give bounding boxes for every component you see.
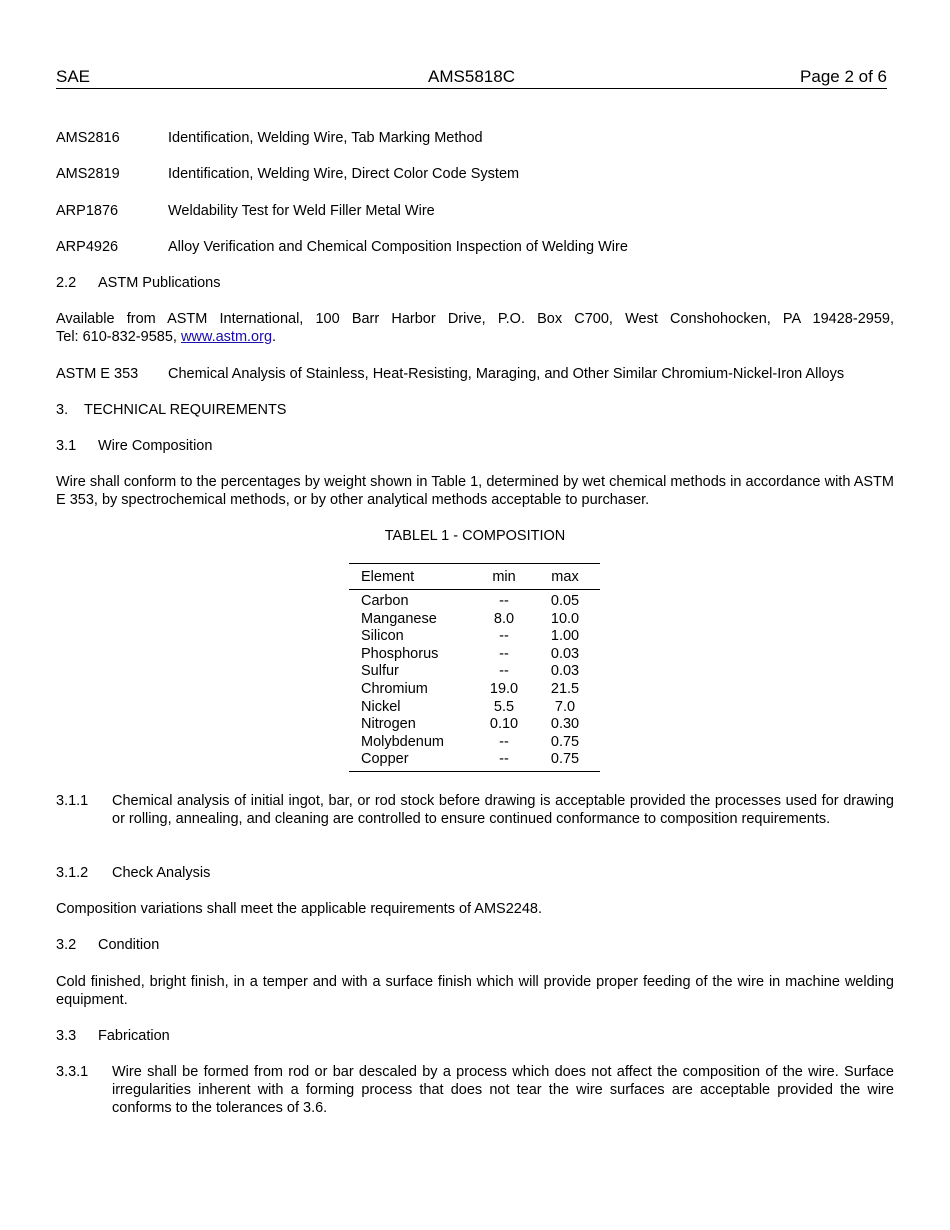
cell-min: -- xyxy=(499,593,509,609)
section-number: 3. xyxy=(56,402,69,418)
reference-code: ARP1876 xyxy=(56,203,119,219)
cell-element: Molybdenum xyxy=(361,733,445,750)
header-page-number: Page 2 of 6 xyxy=(800,67,887,86)
astm-address-line: Available from ASTM International, 100 Barr Harbor Drive, P.O. Box C700, West Conshohocken, PA 19428-2959, xyxy=(56,311,894,327)
section-number: 2.2 xyxy=(56,275,77,291)
cell-element: Copper xyxy=(361,751,409,768)
cell-element: Sulfur xyxy=(361,663,399,680)
cell-min: -- xyxy=(499,663,509,680)
cell-element: Silicon xyxy=(361,628,404,645)
cell-min: 0.10 xyxy=(489,716,519,733)
table-row xyxy=(349,734,600,752)
cell-min: -- xyxy=(499,628,509,645)
section-title: ASTM Publications xyxy=(98,275,221,291)
reference-title: Identification, Welding Wire, Direct Color Code System xyxy=(168,166,520,182)
table-row xyxy=(349,751,600,769)
section-body: Wire shall be formed from rod or bar descaled by a process which does not affect the composition of the wire. Surface irregularities inherent with a forming process that does not tear the wire surfaces are acceptable provided the wire conforms to the tolerances of 3.6. xyxy=(112,1064,894,1116)
cell-max: 10.0 xyxy=(550,610,580,627)
cell-element: Chromium xyxy=(361,680,428,697)
section-number: 3.3.1 xyxy=(56,1064,89,1080)
composition-table xyxy=(349,563,600,772)
column-header-min: min xyxy=(492,569,516,585)
section-3-1-2-paragraph: Composition variations shall meet the applicable requirements of AMS2248. xyxy=(56,901,543,917)
cell-max: 0.03 xyxy=(550,663,580,680)
astm-contact-line xyxy=(56,328,894,346)
reference-code: AMS2816 xyxy=(56,130,120,146)
column-header-max: max xyxy=(551,569,579,585)
cell-max: 0.75 xyxy=(550,751,580,768)
section-number: 3.1.2 xyxy=(56,865,89,881)
reference-title: Alloy Verification and Chemical Composition Inspection of Welding Wire xyxy=(168,239,628,255)
cell-max: 1.00 xyxy=(550,628,580,645)
section-number: 3.2 xyxy=(56,937,77,953)
reference-title: Identification, Welding Wire, Tab Marking Method xyxy=(168,130,483,146)
reference-code: AMS2819 xyxy=(56,166,120,182)
cell-element: Phosphorus xyxy=(361,645,439,662)
reference-title: Weldability Test for Weld Filler Metal Wire xyxy=(168,203,435,219)
section-body: Chemical analysis of initial ingot, bar, or rod stock before drawing is acceptable provided the processes used for drawing or rolling, annealing, and cleaning are controlled to ensure continued conformance to composition requirements. xyxy=(112,793,894,827)
cell-element: Nitrogen xyxy=(361,716,416,733)
table-row xyxy=(349,716,600,734)
cell-max: 0.03 xyxy=(550,645,580,662)
cell-max: 0.30 xyxy=(550,716,580,733)
column-header-element: Element xyxy=(361,569,415,585)
table-row xyxy=(349,663,600,681)
section-number: 3.3 xyxy=(56,1028,77,1044)
astm-availability-paragraph xyxy=(56,310,894,346)
astm-website-link[interactable]: www.astm.org xyxy=(180,329,273,345)
cell-min: 8.0 xyxy=(493,610,515,627)
section-title: Fabrication xyxy=(98,1028,170,1044)
cell-max: 21.5 xyxy=(550,680,580,697)
table-row xyxy=(349,646,600,664)
reference-title: Chemical Analysis of Stainless, Heat-Resisting, Maraging, and Other Similar Chromium-Nickel-Iron Alloys xyxy=(168,366,845,382)
header-org: SAE xyxy=(56,67,91,86)
section-title: TECHNICAL REQUIREMENTS xyxy=(84,402,287,418)
cell-element: Carbon xyxy=(361,593,409,609)
section-title: Condition xyxy=(98,937,160,953)
section-title: Check Analysis xyxy=(112,865,211,881)
section-3-2-paragraph: Cold finished, bright finish, in a temper and with a surface finish which will provide proper feeding of the wire in machine welding equipment. xyxy=(56,974,894,1008)
reference-code: ARP4926 xyxy=(56,239,119,255)
table-row xyxy=(349,611,600,629)
header-doc-number: AMS5818C xyxy=(428,67,515,86)
reference-code: ASTM E 353 xyxy=(56,366,139,382)
table-row xyxy=(349,699,600,717)
table-caption: TABLEL 1 - COMPOSITION xyxy=(384,528,566,544)
cell-max: 0.75 xyxy=(550,733,580,750)
cell-min: 19.0 xyxy=(489,680,519,697)
astm-phone: Tel: 610-832-9585, xyxy=(56,329,177,345)
section-number: 3.1.1 xyxy=(56,793,89,809)
section-number: 3.1 xyxy=(56,438,77,454)
astm-period: . xyxy=(272,329,277,345)
page-header xyxy=(56,67,887,89)
cell-element: Nickel xyxy=(361,698,401,715)
cell-min: -- xyxy=(499,645,509,662)
cell-max: 0.05 xyxy=(550,593,580,609)
section-3-3-1 xyxy=(56,1063,894,1117)
section-title: Wire Composition xyxy=(98,438,213,454)
section-3-1-1 xyxy=(56,792,894,846)
table-row xyxy=(349,593,600,611)
section-3-1-paragraph: Wire shall conform to the percentages by weight shown in Table 1, determined by wet chemical methods in accordance with ASTM E 353, by spectrochemical methods, or by other analytical methods acceptable to purchaser. xyxy=(56,474,894,508)
table-row xyxy=(349,628,600,646)
table-header-row xyxy=(349,564,600,590)
cell-element: Manganese xyxy=(361,610,437,627)
cell-max: 7.0 xyxy=(554,698,576,715)
table-body xyxy=(349,590,600,771)
cell-min: 5.5 xyxy=(493,698,515,715)
table-row xyxy=(349,681,600,699)
cell-min: -- xyxy=(499,751,509,768)
cell-min: -- xyxy=(499,733,509,750)
